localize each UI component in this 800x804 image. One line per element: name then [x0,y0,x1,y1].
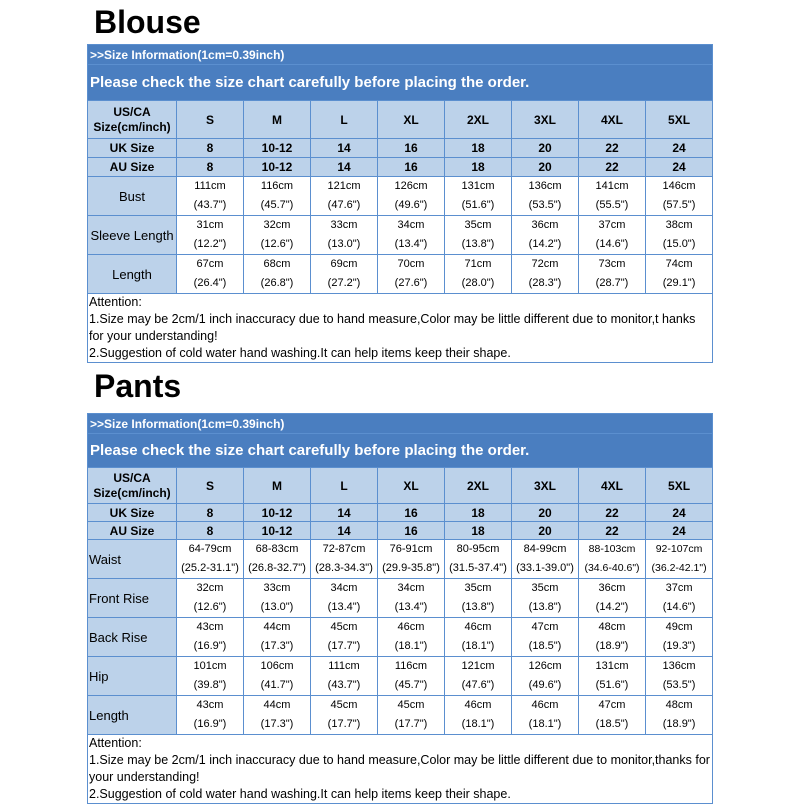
au-size-value: 24 [646,158,713,177]
au-size-value: 8 [177,158,244,177]
cm-value: 84-99cm [523,543,567,555]
cm-value: 71cm [464,258,492,270]
cm-value: 68cm [263,258,291,270]
inch-value: (36.2-42.1") [651,562,707,574]
inch-value: (13.8") [461,601,495,613]
cm-value: 73cm [598,258,626,270]
measurement-cell [177,177,244,216]
inch-value: (45.7") [260,199,294,211]
inch-value: (14.2") [595,601,629,613]
measurement-cell [512,657,579,696]
inch-value: (57.5") [662,199,696,211]
inch-value: (26.8") [260,277,294,289]
cm-value: 131cm [461,180,495,192]
measurement-cell [579,657,646,696]
size-header: XL [378,101,445,139]
inch-value: (17.7") [327,718,361,730]
cm-value: 44cm [263,699,291,711]
measurement-cell [579,255,646,294]
cm-value: 69cm [330,258,358,270]
size-header: 4XL [579,468,646,504]
size-info-banner: >>Size Information(1cm=0.39inch) [88,414,713,434]
measurement-cell [244,255,311,294]
au-size-value: 22 [579,522,646,540]
measurement-cell [378,618,445,657]
measurement-cell [646,696,713,735]
measurement-cell [445,618,512,657]
inch-value: (27.2") [327,277,361,289]
measurement-cell [512,579,579,618]
measurement-cell [378,216,445,255]
uk-size-value: 10-12 [244,504,311,522]
cm-value: 46cm [464,621,492,633]
cm-value: 37cm [665,582,693,594]
measurement-row [88,540,713,579]
inch-value: (18.9") [595,640,629,652]
uk-size-value: 14 [311,504,378,522]
measurement-cell [445,177,512,216]
cm-value: 121cm [327,180,361,192]
inch-value: (12.6") [193,601,227,613]
inch-value: (55.5") [595,199,629,211]
inch-value: (47.6") [461,679,495,691]
measurement-cell [646,579,713,618]
inch-value: (49.6") [394,199,428,211]
inch-value: (17.3") [260,640,294,652]
attention-note-2: 2.Suggestion of cold water hand washing.It can help items keep their shape. [89,787,511,801]
cm-value: 131cm [595,660,629,672]
measurement-cell [311,255,378,294]
cm-value: 70cm [397,258,425,270]
inch-value: (45.7") [394,679,428,691]
inch-value: (18.1") [461,718,495,730]
measurement-cell [177,696,244,735]
measurement-cell [378,540,445,579]
inch-value: (13.8") [461,238,495,250]
inch-value: (13.4") [327,601,361,613]
cm-value: 48cm [665,699,693,711]
attention-notes [88,735,713,804]
attention-heading: Attention: [89,736,142,750]
inch-value: (14.6") [595,238,629,250]
measurement-label: Waist [88,540,177,579]
measurement-cell [378,177,445,216]
inch-value: (13.8") [528,601,562,613]
cm-value: 43cm [196,621,224,633]
cm-value: 47cm [531,621,559,633]
cm-value: 116cm [394,660,428,672]
uk-size-value: 10-12 [244,139,311,158]
size-header: 2XL [445,468,512,504]
inch-value: (18.9") [662,718,696,730]
inch-value: (26.4") [193,277,227,289]
inch-value: (15.0") [662,238,696,250]
cm-value: 47cm [598,699,626,711]
us-ca-size-header: US/CA Size(cm/inch) [88,468,177,504]
au-size-value: 10-12 [244,158,311,177]
au-size-value: 22 [579,158,646,177]
measurement-cell [244,177,311,216]
cm-value: 34cm [397,219,425,231]
us-ca-size-header: US/CA Size(cm/inch) [88,101,177,139]
inch-value: (28.3-34.3") [315,562,373,574]
measurement-cell [177,216,244,255]
measurement-cell [311,579,378,618]
uk-size-value: 24 [646,139,713,158]
cm-value: 88-103cm [588,543,636,555]
measurement-cell [579,177,646,216]
inch-value: (43.7") [327,679,361,691]
measurement-cell [311,618,378,657]
uk-size-value: 22 [579,504,646,522]
au-size-label: AU Size [88,522,177,540]
inch-value: (29.9-35.8") [382,562,440,574]
uk-size-value: 18 [445,139,512,158]
measurement-cell [512,540,579,579]
cm-value: 46cm [531,699,559,711]
measurement-cell [177,618,244,657]
cm-value: 45cm [330,621,358,633]
measurement-cell [378,255,445,294]
cm-value: 64-79cm [188,543,232,555]
uk-size-label: UK Size [88,139,177,158]
cm-value: 126cm [528,660,562,672]
inch-value: (51.6") [461,199,495,211]
measurement-label: Hip [88,657,177,696]
cm-value: 31cm [196,219,224,231]
measurement-row [88,177,713,216]
inch-value: (17.3") [260,718,294,730]
measurement-cell [579,618,646,657]
size-header: S [177,468,244,504]
au-size-value: 10-12 [244,522,311,540]
cm-value: 116cm [260,180,294,192]
measurement-cell [646,657,713,696]
size-header: 2XL [445,101,512,139]
inch-value: (13.4") [394,601,428,613]
inch-value: (28.0") [461,277,495,289]
au-size-value: 18 [445,158,512,177]
uk-size-value: 22 [579,139,646,158]
cm-value: 49cm [665,621,693,633]
inch-value: (31.5-37.4") [449,562,507,574]
measurement-row [88,696,713,735]
pants-title: Pants [94,368,182,404]
cm-value: 92-107cm [655,543,703,555]
measurement-row [88,618,713,657]
uk-size-value: 18 [445,504,512,522]
measurement-cell [311,696,378,735]
inch-value: (17.7") [394,718,428,730]
inch-value: (34.6-40.6") [584,562,640,574]
cm-value: 36cm [531,219,559,231]
au-size-value: 20 [512,158,579,177]
cm-value: 35cm [531,582,559,594]
inch-value: (28.7") [595,277,629,289]
inch-value: (18.1") [394,640,428,652]
measurement-label: Length [88,255,177,294]
measurement-cell [445,657,512,696]
inch-value: (26.8-32.7") [248,562,306,574]
uk-size-value: 24 [646,504,713,522]
attention-note-1: 1.Size may be 2cm/1 inch inaccuracy due to hand measure,Color may be little different due to monitor,thanks for your understanding! [89,753,710,784]
measurement-cell [311,177,378,216]
inch-value: (13.0") [327,238,361,250]
measurement-cell [244,618,311,657]
measurement-row [88,216,713,255]
cm-value: 46cm [464,699,492,711]
measurement-cell [378,696,445,735]
measurement-cell [244,579,311,618]
au-size-value: 14 [311,158,378,177]
measurement-cell [646,540,713,579]
measurement-row [88,579,713,618]
inch-value: (49.6") [528,679,562,691]
size-header: 3XL [512,101,579,139]
measurement-cell [177,540,244,579]
measurement-cell [378,579,445,618]
inch-value: (41.7") [260,679,294,691]
measurement-cell [579,579,646,618]
measurement-cell [244,657,311,696]
measurement-cell [445,216,512,255]
measurement-label: Length [88,696,177,735]
size-header: S [177,101,244,139]
blouse-size-table [87,44,713,363]
measurement-cell [579,216,646,255]
cm-value: 136cm [528,180,562,192]
measurement-cell [177,657,244,696]
inch-value: (51.6") [595,679,629,691]
inch-value: (47.6") [327,199,361,211]
measurement-cell [445,255,512,294]
measurement-row [88,657,713,696]
measurement-label: Back Rise [88,618,177,657]
measurement-cell [512,618,579,657]
order-notice-banner: Please check the size chart carefully before placing the order. [88,65,713,101]
cm-value: 34cm [330,582,358,594]
measurement-cell [244,696,311,735]
inch-value: (17.7") [327,640,361,652]
uk-size-label: UK Size [88,504,177,522]
cm-value: 121cm [461,660,495,672]
measurement-cell [646,618,713,657]
au-size-value: 16 [378,158,445,177]
inch-value: (13.4") [394,238,428,250]
size-header: 5XL [646,468,713,504]
inch-value: (39.8") [193,679,227,691]
au-size-value: 20 [512,522,579,540]
cm-value: 111cm [328,660,360,672]
measurement-cell [512,255,579,294]
size-header: L [311,101,378,139]
cm-value: 141cm [595,180,629,192]
uk-size-value: 8 [177,139,244,158]
measurement-cell [311,216,378,255]
cm-value: 146cm [662,180,696,192]
measurement-cell [177,579,244,618]
inch-value: (19.3") [662,640,696,652]
size-header: M [244,468,311,504]
measurement-label: Sleeve Length [88,216,177,255]
cm-value: 37cm [598,219,626,231]
cm-value: 33cm [330,219,358,231]
inch-value: (53.5") [662,679,696,691]
size-header: 5XL [646,101,713,139]
measurement-cell [646,216,713,255]
measurement-cell [445,579,512,618]
inch-value: (27.6") [394,277,428,289]
au-size-value: 8 [177,522,244,540]
cm-value: 101cm [193,660,227,672]
size-header: 3XL [512,468,579,504]
cm-value: 126cm [394,180,428,192]
measurement-cell [646,255,713,294]
measurement-label: Bust [88,177,177,216]
au-size-value: 18 [445,522,512,540]
cm-value: 46cm [397,621,425,633]
blouse-title: Blouse [94,4,201,40]
cm-value: 44cm [263,621,291,633]
cm-value: 72-87cm [322,543,366,555]
cm-value: 111cm [194,180,226,192]
cm-value: 32cm [263,219,291,231]
measurement-cell [512,216,579,255]
inch-value: (14.6") [662,601,696,613]
cm-value: 74cm [665,258,693,270]
measurement-cell [512,696,579,735]
cm-value: 36cm [598,582,626,594]
attention-notes [88,294,713,363]
attention-note-1: 1.Size may be 2cm/1 inch inaccuracy due to hand measure,Color may be little different due to monitor,t hanks for your understanding! [89,312,696,343]
uk-size-value: 20 [512,139,579,158]
measurement-cell [445,540,512,579]
cm-value: 80-95cm [456,543,500,555]
uk-size-value: 16 [378,139,445,158]
au-size-value: 24 [646,522,713,540]
uk-size-value: 8 [177,504,244,522]
order-notice-banner: Please check the size chart carefully before placing the order. [88,434,713,468]
measurement-cell [244,540,311,579]
cm-value: 48cm [598,621,626,633]
size-header: XL [378,468,445,504]
inch-value: (16.9") [193,640,227,652]
inch-value: (18.5") [595,718,629,730]
cm-value: 68-83cm [255,543,299,555]
cm-value: 45cm [397,699,425,711]
inch-value: (16.9") [193,718,227,730]
au-size-value: 14 [311,522,378,540]
cm-value: 43cm [196,699,224,711]
uk-size-value: 14 [311,139,378,158]
measurement-cell [244,216,311,255]
attention-heading: Attention: [89,295,142,309]
cm-value: 45cm [330,699,358,711]
inch-value: (18.1") [461,640,495,652]
inch-value: (53.5") [528,199,562,211]
inch-value: (18.5") [528,640,562,652]
measurement-row [88,255,713,294]
cm-value: 76-91cm [389,543,433,555]
cm-value: 106cm [260,660,294,672]
cm-value: 38cm [665,219,693,231]
cm-value: 136cm [662,660,696,672]
inch-value: (43.7") [193,199,227,211]
inch-value: (18.1") [528,718,562,730]
measurement-cell [311,540,378,579]
measurement-label: Front Rise [88,579,177,618]
inch-value: (25.2-31.1") [181,562,239,574]
uk-size-value: 16 [378,504,445,522]
cm-value: 32cm [196,582,224,594]
measurement-cell [579,696,646,735]
cm-value: 34cm [397,582,425,594]
inch-value: (33.1-39.0") [516,562,574,574]
cm-value: 35cm [464,219,492,231]
au-size-value: 16 [378,522,445,540]
inch-value: (14.2") [528,238,562,250]
inch-value: (28.3") [528,277,562,289]
pants-size-table [87,413,713,804]
measurement-cell [646,177,713,216]
size-header: L [311,468,378,504]
inch-value: (13.0") [260,601,294,613]
cm-value: 67cm [196,258,224,270]
au-size-label: AU Size [88,158,177,177]
inch-value: (29.1") [662,277,696,289]
size-header: M [244,101,311,139]
inch-value: (12.2") [193,238,227,250]
measurement-cell [512,177,579,216]
attention-note-2: 2.Suggestion of cold water hand washing.It can help items keep their shape. [89,346,511,360]
measurement-cell [378,657,445,696]
uk-size-value: 20 [512,504,579,522]
measurement-cell [177,255,244,294]
inch-value: (12.6") [260,238,294,250]
measurement-cell [445,696,512,735]
cm-value: 33cm [263,582,291,594]
measurement-cell [311,657,378,696]
measurement-cell [579,540,646,579]
size-header: 4XL [579,101,646,139]
cm-value: 72cm [531,258,559,270]
cm-value: 35cm [464,582,492,594]
size-info-banner: >>Size Information(1cm=0.39inch) [88,45,713,65]
